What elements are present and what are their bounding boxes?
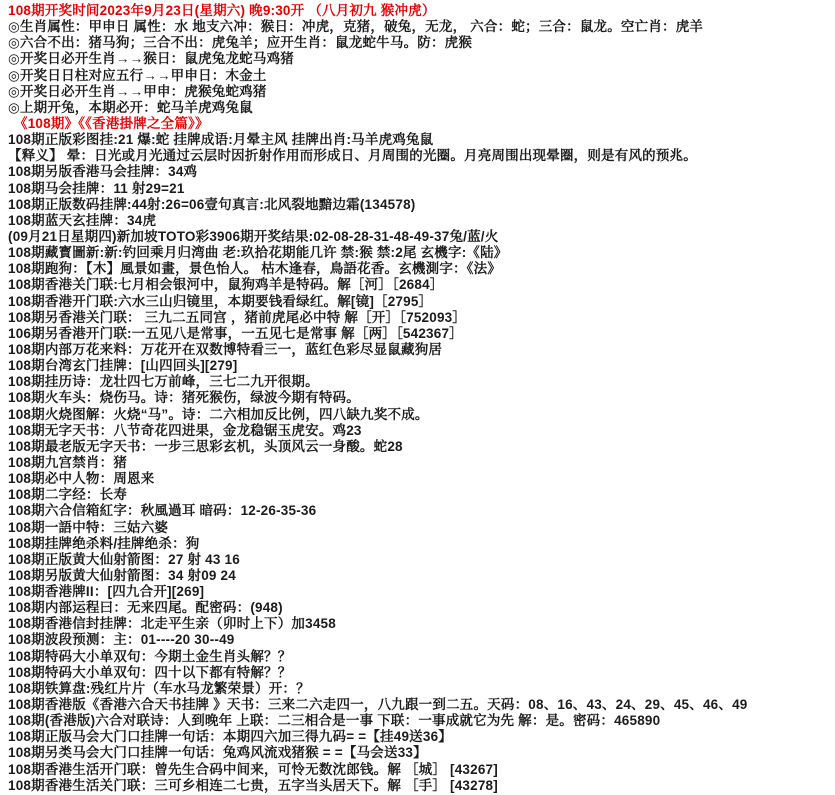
highlight-text-line: 108期开奖时间2023年9月23日(星期六) 晚9:30开 （八月初九 猴冲虎） <box>8 3 436 18</box>
text-line: 108期一語中特：三姑六婆 <box>8 519 169 535</box>
text-line: 108期九宫禁肖：猪 <box>8 454 128 470</box>
text-line: 108期最老版无字天书：一步三思彩玄机，头顶风云一身酸。蛇28 <box>8 438 403 454</box>
text-line: 108期正版黄大仙射箭图：27 射 43 16 <box>8 551 240 567</box>
text-line: (09月21日星期四)新加坡TOTO彩3906期开奖结果:02-08-28-31-48-49-37兔/蓝/火 <box>8 228 499 244</box>
text-line: ◎开奖日必开生肖→→甲申：虎猴兔蛇鸡猪 <box>8 83 267 99</box>
text-line: 108期挂牌绝杀料/挂牌绝杀：狗 <box>8 535 200 551</box>
text-line: 108期香港生活开门联：曾先生合码中间来，可怜无数沈郎钱。解 ［城］ [43267] <box>8 761 498 777</box>
text-line: 【释义】 晕：日光或月光通过云层时因折射作用而形成日、月周围的光圈。月亮周围出现晕圈，则是有风的预兆。 <box>8 148 697 164</box>
text-line: ◎开奖日日柱对应五行→→甲申日：木金土 <box>8 67 267 83</box>
text-line: ◎六合不出：猪马狗；三合不出：虎兔羊；应开生肖：鼠龙蛇牛马。防：虎猴 <box>8 35 473 51</box>
text-line: 108期波段预测：主：01----20 30--49 <box>8 632 235 648</box>
text-line: 108期另类马会大门口挂牌一句话：兔鸡风流戏猪猴 = =【马会送33】 <box>8 745 427 761</box>
document-lines <box>8 3 831 794</box>
text-line: 108期另版香港马会挂牌：34鸡 <box>8 164 198 180</box>
text-line: 108期蓝天玄挂牌：34虎 <box>8 212 157 228</box>
text-line: 108期香港牌II：[四九合开][269] <box>8 584 205 600</box>
text-line: 108期藏寳圖新:新:钓回乘月归湾曲 老:玖拾花期能几许 禁:猴 禁:2尾 玄機字:《陆》 <box>8 245 508 261</box>
text-line: 108期香港关门联:七月相会银河中，鼠狗鸡羊是特码。解［河］［2684］ <box>8 277 444 293</box>
text-line: 108期另香港关门联： 三九二五同宫 ，猪前虎尾必中特 解［开］［752093］ <box>8 309 467 325</box>
text-line: 108期铁算盘:残红片片（车水马龙繁荣景）开：？ <box>8 680 310 696</box>
text-line: 108期马会挂牌：11 射29=21 <box>8 180 185 196</box>
text-line: 108期火车头：烧伤马。诗：猪死猴伤，绿波今期有特码。 <box>8 390 360 406</box>
text-line: 108期香港开门联:六水三山归镜里，本期要钱看绿红。解[镜]［2795］ <box>8 293 433 309</box>
text-line: 108期必中人物：周恩来 <box>8 471 155 487</box>
text-line: 108期特码大小单双句：今期土金生肖头解？？ <box>8 648 292 664</box>
text-line: 108期无字天书：八节奇花四进果，金龙稳锯玉虎安。鸡23 <box>8 422 362 438</box>
text-line: ◎生肖属性：甲申日 属性：水 地支六冲：猴日：冲虎，克猪，破兔，无龙， 六合：蛇；三合：鼠龙。空亡肖：虎羊 <box>8 19 704 35</box>
text-line: 108期挂历诗：龙壮四七万前峰，三七二九开很期。 <box>8 374 319 390</box>
text-line: 108期正版数码挂牌:44射:26=06壹句真言:北风裂地黯边霜(134578) <box>8 196 416 212</box>
text-line: 108期香港生活关门联：三可乡相连二七贵，五字当头居天下。解 ［手］ [43278] <box>8 777 498 793</box>
text-line: ◎开奖日必开生肖→→猴日：鼠虎兔龙蛇马鸡猪 <box>8 51 294 67</box>
text-line: 108期(香港版)六合对联诗：人到晚年 上联：二三相合是一事 下联：一事成就它为先 解：是。密码：465890 <box>8 713 661 729</box>
text-line: 108期特码大小单双句：四十以下都有特解？？ <box>8 664 292 680</box>
highlight-text-line: 《108期》《《香港掛牌之全篇》》 <box>14 115 209 131</box>
text-line: 108期正版马会大门口挂牌一句话：本期四六加三得九码= =【挂49送36】 <box>8 729 452 745</box>
text-line: 108期内部万花来料：万花开在双数博特看三一，蓝红色彩尽显鼠藏狗居 <box>8 341 443 357</box>
text-line: 108期二字经：长寿 <box>8 487 128 503</box>
text-line: 108期六合信箱紅字：秋風過耳 暗码：12-26-35-36 <box>8 503 317 519</box>
text-line: 108期另版黄大仙射箭图：34 射09 24 <box>8 567 236 583</box>
text-line: 108期香港信封挂牌：北走平生亲（卯时上下）加3458 <box>8 616 336 632</box>
text-line: 108期台湾玄门挂牌：[山四回头][279] <box>8 358 238 374</box>
text-line: 108期内部运程曰：无来四尾。配密码：(948) <box>8 600 283 616</box>
text-line: 108期香港版《香港六合天书挂牌 》天书：三来二六走四一，八九跟一到二五。天码：08、16、43、24、29、45、46、49 <box>8 697 748 713</box>
text-line: 108期火烧图解：火烧“马”。诗：二六相加反比例，四八缺九奖不成。 <box>8 406 429 422</box>
text-line: 108期跑狗：【木】風景如畫，景色怡人。 枯木逢春，鳥語花香。玄機測字：《法》 <box>8 261 502 277</box>
text-line: 106期另香港开门联:一五见八是常事，一五见七是常事 解［两］［542367］ <box>8 325 463 341</box>
text-line: ◎上期开兔，本期必开：蛇马羊虎鸡兔鼠 <box>8 99 253 115</box>
text-line: 108期正版彩图挂:21 爆:蛇 挂牌成语:月晕主风 挂牌出肖:马羊虎鸡兔鼠 <box>8 132 434 148</box>
